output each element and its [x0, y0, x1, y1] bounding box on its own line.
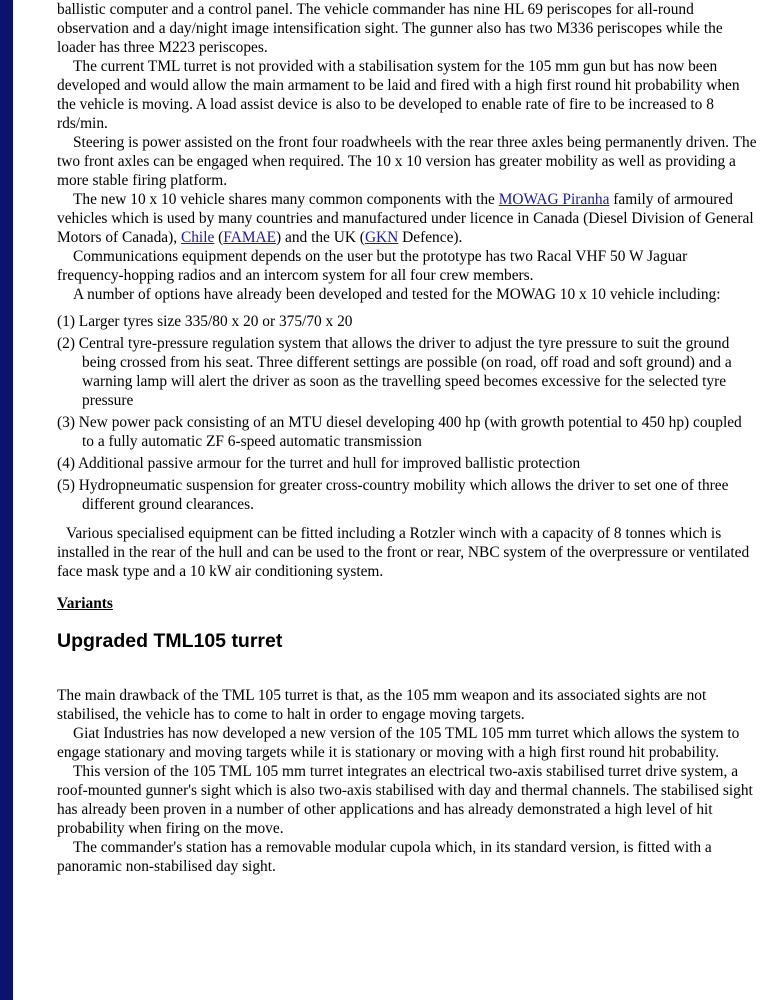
paragraph-stabilisation: The current TML turret is not provided with a stabilisation system for the 105 mm gun but has now been developed and would allow the main armament to be laid and fired with a high first round hit probability when the vehicle is moving. A load assist device is also to be developed to enable rate of fire to be increased to 8 rds/min.: [57, 58, 740, 132]
paragraph-giat: Giat Industries has now developed a new version of the 105 TML 105 mm turret which allows the system to engage stationary and moving targets while it is stationary or moving with a high first round hit probability.: [57, 725, 740, 761]
variants-heading: Variants: [57, 595, 113, 612]
paragraph-communications: Communications equipment depends on the user but the prototype has two Racal VHF 50 W Jaguar frequency-hopping radios and an intercom system for all four crew members.: [57, 248, 688, 284]
list-item: (2) Central tyre-pressure regulation system that allows the driver to adjust the tyre pressure to suit the ground being crossed from his seat. Three different settings are possible (on road, off road and soft ground) and a warning lamp will alert the driver as soon as the travelling speed becomes excessive for the selected tyre pressure: [57, 335, 732, 409]
section-title: Upgraded TML105 turret: [57, 630, 283, 652]
paragraph-options-intro: A number of options have already been developed and tested for the MOWAG 10 x 10 vehicle including:: [73, 286, 721, 303]
list-item: (1) Larger tyres size 335/80 x 20 or 375/70 x 20: [57, 313, 353, 330]
paragraph-drawback: The main drawback of the TML 105 turret is that, as the 105 mm weapon and its associated sights are not stabilised, the vehicle has to come to halt in order to engage moving targets.: [57, 687, 707, 723]
paragraph-equipment: Various specialised equipment can be fitted including a Rotzler winch with a capacity of 8 tonnes which is installed in the rear of the hull and can be used to the front or rear, NBC system of the overpressure or ventilated face mask type and a 10 kW air conditioning system.: [57, 525, 750, 580]
options-list: [57, 312, 757, 514]
text: ) and the UK (: [276, 229, 365, 246]
left-margin-bar: [0, 0, 13, 1000]
document-page: [57, 0, 757, 876]
link-famae[interactable]: FAMAE: [223, 229, 277, 246]
text: family of armoured vehicles which is used by many countries and manufactured under licence in Canada (Diesel Division of General Motors of Canada),: [57, 191, 754, 246]
text: The new 10 x 10 vehicle shares many common components with the: [73, 191, 499, 208]
list-item: (3) New power pack consisting of an MTU diesel developing 400 hp (with growth potential to 450 hp) coupled to a fully automatic ZF 6-speed automatic transmission: [57, 414, 742, 450]
list-item: (5) Hydropneumatic suspension for greater cross-country mobility which allows the driver to set one of three different ground clearances.: [57, 477, 729, 513]
paragraph-commander: The commander's station has a removable modular cupola which, in its standard version, is fitted with a panoramic non-stabilised day sight.: [57, 839, 712, 875]
link-chile[interactable]: Chile: [180, 229, 215, 246]
paragraph-steering: Steering is power assisted on the front four roadwheels with the rear three axles being permanently driven. The two front axles can be engaged when required. The 10 x 10 version has greater mobility as well as providing a more stable firing platform.: [57, 134, 757, 189]
list-item: (4) Additional passive armour for the turret and hull for improved ballistic protection: [57, 455, 581, 472]
text: Defence).: [398, 229, 463, 246]
paragraph-version: This version of the 105 TML 105 mm turret integrates an electrical two-axis stabilised turret drive system, a roof-mounted gunner's sight which is also two-axis stabilised with day and thermal channels. The stabilised sight has already been proven in a number of other applications and has already demonstrated a high level of hit probability when firing on the move.: [57, 763, 753, 837]
paragraph-components: [57, 190, 757, 247]
link-gkn[interactable]: GKN: [364, 229, 399, 246]
text: (: [214, 229, 224, 246]
link-mowag-piranha[interactable]: MOWAG Piranha: [498, 191, 610, 208]
paragraph-sights: ballistic computer and a control panel. The vehicle commander has nine HL 69 periscopes for all-round observation and a day/night image intensification sight. The gunner also has two M336 periscopes while the loader has three M223 periscopes.: [57, 1, 723, 56]
